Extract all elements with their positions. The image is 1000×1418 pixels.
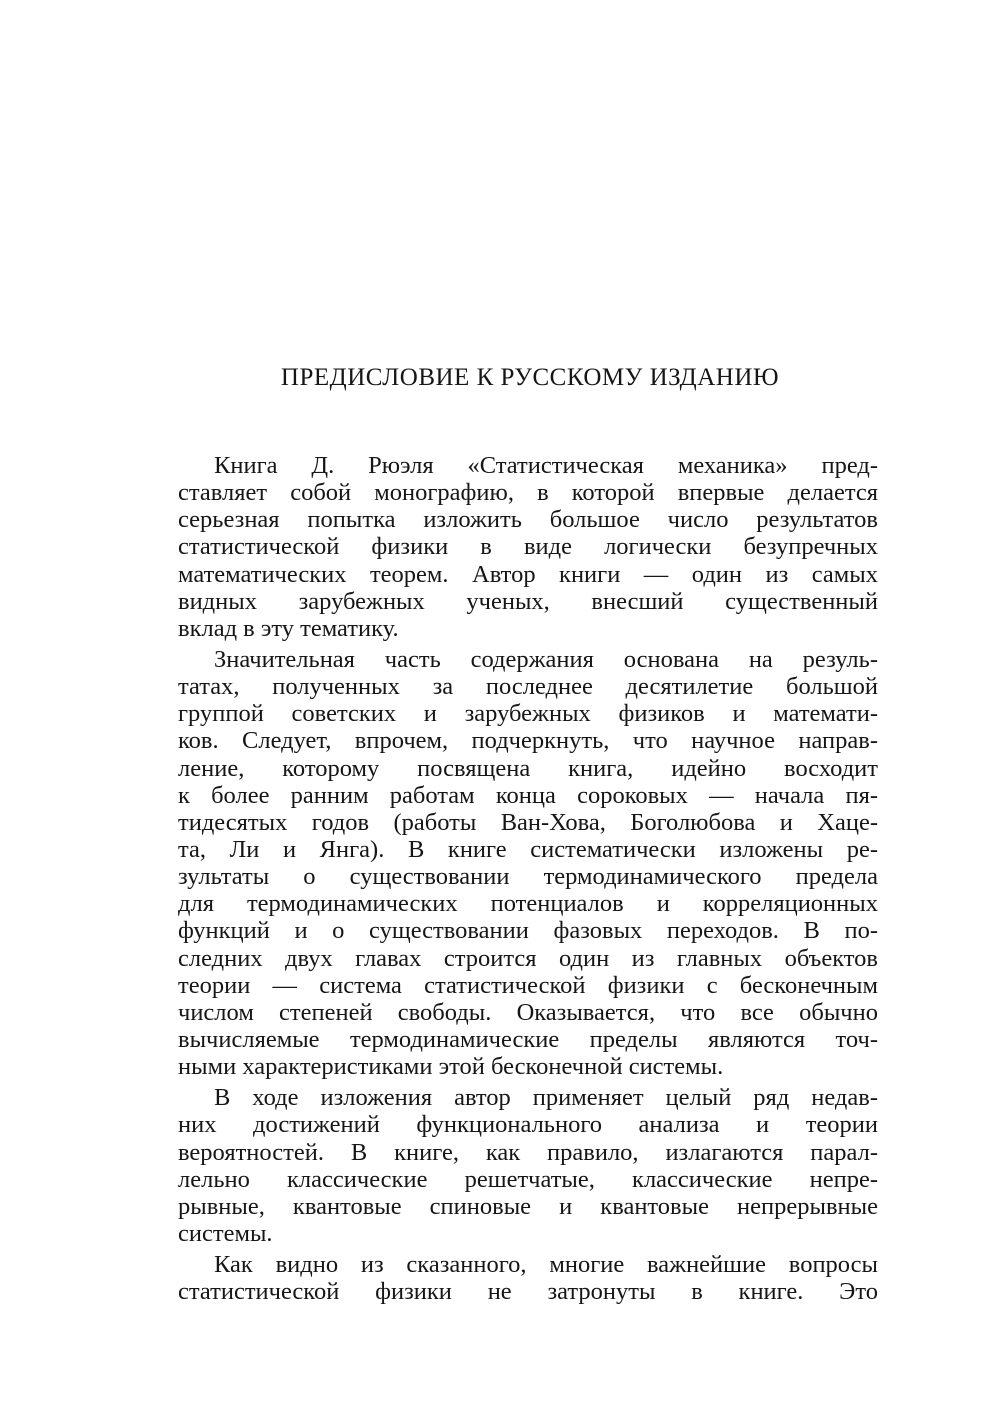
text-line: вклад в эту тематику. <box>178 614 399 642</box>
text-line: рывные, квантовые спиновые и квантовые непрерывные <box>178 1192 878 1220</box>
text-line: татах, полученных за последнее десятилетие большой <box>178 673 878 701</box>
text-line: Книга Д. Рюэля «Статистическая механика» пред- <box>214 452 878 479</box>
text-line: них достижений функционального анализа и теории <box>178 1111 878 1139</box>
text-line: системы. <box>178 1219 273 1247</box>
text-line: ков. Следует, впрочем, подчеркнуть, что научное направ- <box>178 727 878 755</box>
page-title: ПРЕДИСЛОВИЕ К РУССКОМУ ИЗДАНИЮ <box>280 364 780 391</box>
paragraph <box>178 452 878 642</box>
text-line: ными характеристиками этой бесконечной системы. <box>178 1053 724 1081</box>
text-line: теории — система статистической физики с бесконечным <box>178 971 878 999</box>
text-line: тидесятых годов (работы Ван-Хова, Боголюбова и Хаце- <box>178 808 878 836</box>
text-line: вычисляемые термодинамические пределы являются точ- <box>178 1025 878 1053</box>
text-line: вероятностей. В книге, как правило, излагаются парал- <box>178 1138 878 1166</box>
text-line: В ходе изложения автор применяет целый ряд недав- <box>214 1084 878 1112</box>
text-line: зультаты о существовании термодинамического предела <box>178 863 878 891</box>
text-line: Как видно из сказанного, многие важнейшие вопросы <box>214 1251 878 1279</box>
body-text <box>178 452 878 1305</box>
text-line: функций и о существовании фазовых переходов. В по- <box>178 917 878 945</box>
text-line: видных зарубежных ученых, внесший существенный <box>178 587 878 615</box>
text-line: следних двух главах строится один из главных объектов <box>178 944 878 972</box>
text-line: та, Ли и Янга). В книге систематически изложены ре- <box>178 835 878 863</box>
text-line: Значительная часть содержания основана на резуль- <box>214 645 878 673</box>
paragraph <box>178 1084 878 1247</box>
text-line: группой советских и зарубежных физиков и математи- <box>178 700 878 728</box>
text-line: серьезная попытка изложить большое число результатов <box>178 506 878 534</box>
text-line: для термодинамических потенциалов и корреляционных <box>178 890 878 918</box>
text-line: к более ранним работам конца сороковых — начала пя- <box>178 781 878 809</box>
text-line: числом степеней свободы. Оказывается, что все обычно <box>178 998 878 1026</box>
text-line: статистической физики не затронуты в книге. Это <box>178 1278 878 1306</box>
paragraph <box>178 1251 878 1305</box>
text-line: ление, которому посвящена книга, идейно восходит <box>178 754 878 782</box>
text-line: статистической физики в виде логически безупречных <box>178 533 878 561</box>
text-line: ставляет собой монографию, в которой впервые делается <box>178 479 878 507</box>
text-line: лельно классические решетчатые, классические непре- <box>178 1165 878 1193</box>
paragraph <box>178 646 878 1080</box>
text-line: математических теорем. Автор книги — один из самых <box>178 560 878 588</box>
